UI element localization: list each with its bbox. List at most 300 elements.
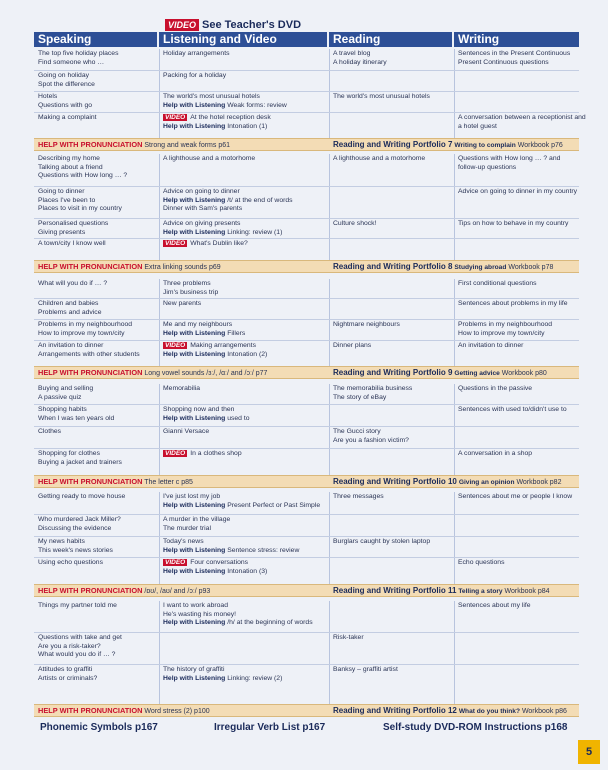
line-text: Intonation (1) bbox=[227, 122, 268, 130]
line-text: /t/ at the end of words bbox=[227, 196, 293, 204]
line-text: Questions with take and get bbox=[38, 634, 122, 641]
line-text: When I was ten years old bbox=[38, 414, 115, 422]
cell-line bbox=[458, 321, 579, 330]
cell-line bbox=[38, 114, 159, 123]
line-text: Jim's business trip bbox=[163, 288, 219, 296]
cell-line bbox=[333, 666, 454, 675]
listening-cell bbox=[159, 114, 329, 131]
pronunciation-text: Long vowel sounds /ɜː/, /ɑː/ and /ɔː/ p77 bbox=[144, 370, 268, 377]
cell-line bbox=[38, 342, 159, 351]
line-text: A lighthouse and a motorhome bbox=[333, 155, 426, 162]
listening-cell bbox=[159, 342, 329, 359]
pronunciation-label: HELP WITH PRONUNCIATION bbox=[38, 368, 143, 377]
line-text: The memorabilia business bbox=[333, 385, 413, 392]
writing-cell bbox=[454, 50, 579, 67]
column-headers bbox=[34, 32, 579, 47]
cell-line bbox=[333, 385, 454, 394]
cell-line bbox=[38, 197, 159, 206]
cell-line bbox=[458, 342, 579, 351]
listening-cell bbox=[159, 428, 329, 437]
help-with-listening-label: Help with Listening bbox=[163, 501, 226, 509]
cell-line bbox=[163, 220, 329, 229]
row-divider bbox=[34, 536, 579, 537]
line-text: Linking: review (2) bbox=[227, 674, 283, 682]
line-text: Fillers bbox=[227, 329, 246, 337]
pronunciation-band bbox=[34, 366, 579, 379]
line-text: A lighthouse and a motorhome bbox=[163, 155, 256, 162]
video-note-text: See Teacher's DVD bbox=[202, 19, 302, 31]
help-with-listening-label: Help with Listening bbox=[163, 196, 226, 204]
cell-line bbox=[163, 300, 329, 309]
row-divider bbox=[34, 632, 579, 633]
cell-line bbox=[163, 155, 329, 164]
row-divider bbox=[34, 557, 579, 558]
cell-line bbox=[163, 406, 329, 415]
listening-cell bbox=[159, 406, 329, 423]
line-text: A travel blog bbox=[333, 50, 371, 57]
cell-line bbox=[163, 602, 329, 611]
cell-line bbox=[163, 50, 329, 59]
cell-line bbox=[333, 394, 454, 403]
listening-cell bbox=[159, 666, 329, 683]
video-badge: VIDEO bbox=[165, 114, 186, 121]
cell-line bbox=[38, 229, 159, 238]
workbook-ref: Workbook p84 bbox=[504, 588, 550, 595]
cell-line bbox=[163, 666, 329, 675]
speaking-cell bbox=[34, 538, 159, 555]
listening-cell bbox=[159, 516, 329, 533]
writing-cell bbox=[454, 321, 579, 338]
cell-line bbox=[38, 651, 159, 660]
speaking-cell bbox=[34, 155, 159, 181]
cell-line bbox=[333, 342, 454, 351]
writing-cell bbox=[454, 155, 579, 172]
line-text: Shopping now and then bbox=[163, 406, 235, 413]
help-with-listening-label: Help with Listening bbox=[163, 546, 226, 554]
speaking-cell bbox=[34, 300, 159, 317]
reading-cell bbox=[329, 538, 454, 547]
cell-line bbox=[38, 172, 159, 181]
writing-cell bbox=[454, 300, 579, 309]
speaking-cell bbox=[34, 493, 159, 502]
pronunciation-label: HELP WITH PRONUNCIATION bbox=[38, 477, 143, 486]
pronunciation-label: HELP WITH PRONUNCIATION bbox=[38, 140, 143, 149]
cell-line bbox=[38, 538, 159, 547]
column-divider bbox=[329, 154, 330, 260]
line-text: A murder in the village bbox=[163, 516, 231, 523]
speaking-cell bbox=[34, 385, 159, 402]
pronunciation-text: Extra linking sounds p69 bbox=[144, 264, 221, 271]
help-with-listening-label: Help with Listening bbox=[163, 619, 226, 627]
speaking-cell bbox=[34, 450, 159, 467]
video-badge: VIDEO bbox=[165, 450, 186, 457]
cell-line bbox=[333, 220, 454, 229]
workbook-ref: Workbook p86 bbox=[521, 708, 567, 715]
line-text: I've just lost my job bbox=[163, 493, 221, 500]
line-text: Sentence stress: review bbox=[227, 546, 300, 554]
reading-cell bbox=[329, 428, 454, 445]
line-text: Going to dinner bbox=[38, 188, 85, 195]
cell-line bbox=[163, 123, 329, 132]
reading-cell bbox=[329, 666, 454, 675]
footer-dvd-rom[interactable]: Self-study DVD-ROM Instructions p168 bbox=[383, 722, 568, 733]
line-text: I want to work abroad bbox=[163, 602, 228, 609]
cell-line bbox=[38, 351, 159, 360]
cell-line bbox=[163, 197, 329, 206]
cell-line bbox=[38, 516, 159, 525]
writing-cell bbox=[454, 493, 579, 502]
row-divider bbox=[34, 340, 579, 341]
cell-line bbox=[38, 155, 159, 164]
line-text: Weak forms: review bbox=[227, 101, 287, 109]
cell-line bbox=[38, 559, 159, 568]
row-divider bbox=[34, 664, 579, 665]
cell-line bbox=[163, 114, 329, 123]
line-text: A conversation in a shop bbox=[458, 450, 533, 457]
speaking-cell bbox=[34, 321, 159, 338]
cell-line bbox=[38, 321, 159, 330]
row-divider bbox=[34, 404, 579, 405]
line-text: Sentences about my life bbox=[458, 602, 531, 609]
line-text: The story of eBay bbox=[333, 393, 387, 401]
cell-line bbox=[458, 114, 586, 123]
cell-line bbox=[38, 385, 159, 394]
cell-line bbox=[38, 547, 159, 556]
cell-line bbox=[163, 330, 329, 339]
row-divider bbox=[34, 298, 579, 299]
line-text: Memorabilia bbox=[163, 385, 201, 392]
speaking-cell bbox=[34, 220, 159, 237]
line-text: Places to visit in my country bbox=[38, 205, 122, 213]
speaking-cell bbox=[34, 50, 159, 67]
cell-line bbox=[163, 559, 329, 568]
line-text: The history of graffiti bbox=[163, 666, 225, 673]
line-text: Advice on going to dinner in my country bbox=[458, 188, 578, 195]
line-text: How to improve my town/city bbox=[38, 329, 125, 337]
line-text: Intonation (3) bbox=[227, 567, 268, 575]
portfolio-topic: Telling a story bbox=[458, 588, 503, 595]
video-badge: VIDEO bbox=[165, 342, 186, 349]
line-text: At the hotel reception desk bbox=[190, 114, 271, 121]
footer-phonemic[interactable]: Phonemic Symbols p167 bbox=[40, 722, 158, 733]
speaking-cell bbox=[34, 602, 159, 611]
speaking-cell bbox=[34, 428, 159, 437]
cell-line bbox=[163, 516, 329, 525]
cell-line bbox=[333, 538, 454, 547]
pronunciation-text: The letter c p85 bbox=[144, 479, 193, 486]
page-number: 5 bbox=[578, 740, 600, 764]
portfolio-title: Reading and Writing Portfolio 10 bbox=[333, 477, 457, 486]
line-text: Shopping habits bbox=[38, 406, 87, 413]
video-badge: VIDEO bbox=[165, 559, 186, 566]
line-text: The top five holiday places bbox=[38, 50, 119, 57]
line-text: What will you do if … ? bbox=[38, 280, 108, 287]
line-text: Culture shock! bbox=[333, 220, 377, 227]
cell-line bbox=[163, 428, 329, 437]
line-text: Packing for a holiday bbox=[163, 72, 227, 79]
cell-line bbox=[458, 602, 579, 611]
column-divider bbox=[454, 492, 455, 584]
line-text: Problems in my neighbourhood bbox=[458, 321, 553, 328]
workbook-ref: Workbook p76 bbox=[517, 142, 563, 149]
cell-line bbox=[333, 437, 454, 446]
pronunciation-section bbox=[38, 140, 230, 149]
listening-cell bbox=[159, 450, 329, 459]
cell-line bbox=[163, 342, 329, 351]
portfolio-title: Reading and Writing Portfolio 8 bbox=[333, 262, 453, 271]
cell-line bbox=[163, 321, 329, 330]
line-text: Personalised questions bbox=[38, 220, 109, 227]
portfolio-title: Reading and Writing Portfolio 9 bbox=[333, 368, 453, 377]
line-text: Things my partner told me bbox=[38, 602, 117, 609]
row-divider bbox=[34, 91, 579, 92]
line-text: Tips on how to behave in my country bbox=[458, 220, 569, 227]
cell-line bbox=[163, 493, 329, 502]
speaking-cell bbox=[34, 666, 159, 683]
line-text: Sentences with used to/didn't use to bbox=[458, 406, 567, 413]
writing-cell bbox=[454, 385, 579, 394]
header-reading: Reading bbox=[329, 32, 454, 47]
cell-line bbox=[38, 666, 159, 675]
line-text: A town/city I know well bbox=[38, 240, 106, 247]
line-text: In a clothes shop bbox=[190, 450, 242, 457]
line-text: An invitation to dinner bbox=[458, 342, 524, 349]
cell-line bbox=[38, 459, 159, 468]
cell-line bbox=[163, 538, 329, 547]
cell-line bbox=[38, 309, 159, 318]
cell-line bbox=[38, 72, 159, 81]
cell-line bbox=[458, 50, 579, 59]
line-text: Advice on giving presents bbox=[163, 220, 241, 227]
line-text: Children and babies bbox=[38, 300, 99, 307]
cell-line bbox=[458, 493, 579, 502]
line-text: Echo questions bbox=[458, 559, 505, 566]
line-text: Making arrangements bbox=[190, 342, 256, 349]
cell-line bbox=[333, 155, 454, 164]
line-text: Hotels bbox=[38, 93, 58, 100]
portfolio-topic: Studying abroad bbox=[454, 264, 507, 271]
portfolio-section bbox=[333, 262, 553, 271]
line-text: Going on holiday bbox=[38, 72, 90, 79]
cell-line bbox=[163, 93, 329, 102]
writing-cell bbox=[454, 188, 579, 197]
speaking-cell bbox=[34, 240, 159, 249]
pronunciation-text: Strong and weak forms p61 bbox=[144, 142, 230, 149]
listening-cell bbox=[159, 93, 329, 110]
cell-line bbox=[458, 59, 579, 68]
workbook-ref: Workbook p80 bbox=[501, 370, 547, 377]
line-text: Find someone who … bbox=[38, 58, 105, 66]
line-text: Who murdered Jack Miller? bbox=[38, 516, 121, 523]
cell-line bbox=[458, 220, 579, 229]
help-with-listening-label: Help with Listening bbox=[163, 122, 226, 130]
reading-cell bbox=[329, 93, 454, 102]
line-text: First conditional questions bbox=[458, 280, 537, 287]
portfolio-title: Reading and Writing Portfolio 7 bbox=[333, 140, 453, 149]
reading-cell bbox=[329, 634, 454, 643]
cell-line bbox=[333, 321, 454, 330]
help-with-listening-label: Help with Listening bbox=[163, 329, 226, 337]
workbook-ref: Workbook p78 bbox=[508, 264, 554, 271]
line-text: Present Continuous questions bbox=[458, 58, 549, 66]
workbook-ref: Workbook p82 bbox=[516, 479, 562, 486]
writing-cell bbox=[454, 114, 586, 131]
line-text: Intonation (2) bbox=[227, 350, 268, 358]
cell-line bbox=[333, 634, 454, 643]
line-text: Describing my home bbox=[38, 155, 100, 162]
row-divider bbox=[34, 112, 579, 113]
listening-cell bbox=[159, 321, 329, 338]
pronunciation-text: /ɒʊ/, /aʊ/ and /ɔː/ p93 bbox=[144, 588, 211, 595]
line-text: Gianni Versace bbox=[163, 428, 210, 435]
pronunciation-band bbox=[34, 475, 579, 488]
line-text: Questions with How long … ? bbox=[38, 172, 128, 180]
cell-line bbox=[38, 675, 159, 684]
help-with-listening-label: Help with Listening bbox=[163, 101, 226, 109]
portfolio-topic: Giving an opinion bbox=[458, 479, 515, 486]
cell-line bbox=[38, 525, 159, 534]
line-text: Dinner with Sam's parents bbox=[163, 205, 243, 213]
listening-cell bbox=[159, 50, 329, 59]
line-text: Sentences in the Present Continuous bbox=[458, 50, 571, 57]
portfolio-section bbox=[333, 368, 547, 377]
cell-line bbox=[163, 72, 329, 81]
line-text: Are you a risk-taker? bbox=[38, 642, 101, 650]
line-text: /h/ at the beginning of words bbox=[227, 619, 313, 627]
line-text: Are you a fashion victim? bbox=[333, 436, 409, 444]
cell-line bbox=[163, 619, 329, 628]
cell-line bbox=[38, 415, 159, 424]
cell-line bbox=[163, 102, 329, 111]
line-text: Today's news bbox=[163, 538, 204, 545]
reading-cell bbox=[329, 493, 454, 502]
cell-line bbox=[458, 559, 579, 568]
help-with-listening-label: Help with Listening bbox=[163, 228, 226, 236]
cell-line bbox=[458, 280, 579, 289]
footer-irregular-verbs[interactable]: Irregular Verb List p167 bbox=[214, 722, 326, 733]
line-text: Three messages bbox=[333, 493, 384, 500]
cell-line bbox=[163, 240, 329, 249]
help-with-listening-label: Help with Listening bbox=[163, 567, 226, 575]
writing-cell bbox=[454, 342, 579, 351]
cell-line bbox=[163, 611, 329, 620]
line-text: Sentences about me or people I know bbox=[458, 493, 573, 500]
line-text: Talking about a friend bbox=[38, 163, 103, 171]
cell-line bbox=[458, 155, 579, 164]
line-text: The Gucci story bbox=[333, 428, 381, 435]
row-divider bbox=[34, 186, 579, 187]
cell-line bbox=[38, 280, 159, 289]
cell-line bbox=[38, 406, 159, 415]
speaking-cell bbox=[34, 114, 159, 123]
line-text: Dinner plans bbox=[333, 342, 372, 349]
listening-cell bbox=[159, 559, 329, 576]
reading-cell bbox=[329, 50, 454, 67]
speaking-cell bbox=[34, 342, 159, 359]
speaking-cell bbox=[34, 72, 159, 89]
portfolio-section bbox=[333, 706, 567, 715]
line-text: Holiday arrangements bbox=[163, 50, 230, 57]
column-divider bbox=[329, 601, 330, 704]
cell-line bbox=[163, 450, 329, 459]
line-text: Buying and selling bbox=[38, 385, 94, 392]
writing-cell bbox=[454, 559, 579, 568]
line-text: Burglars caught by stolen laptop bbox=[333, 538, 431, 545]
line-text: Questions with How long … ? and bbox=[458, 155, 561, 162]
cell-line bbox=[38, 602, 159, 611]
listening-cell bbox=[159, 300, 329, 309]
line-text: a hotel guest bbox=[458, 122, 497, 130]
pronunciation-band bbox=[34, 584, 579, 597]
cell-line bbox=[38, 50, 159, 59]
line-text: Discussing the evidence bbox=[38, 524, 112, 532]
speaking-cell bbox=[34, 516, 159, 533]
line-text: follow-up questions bbox=[458, 163, 517, 171]
portfolio-topic: Getting advice bbox=[454, 370, 500, 377]
writing-cell bbox=[454, 280, 579, 289]
pronunciation-label: HELP WITH PRONUNCIATION bbox=[38, 706, 143, 715]
writing-cell bbox=[454, 406, 579, 415]
cell-line bbox=[458, 450, 579, 459]
row-divider bbox=[34, 238, 579, 239]
cell-line bbox=[163, 502, 329, 511]
portfolio-title: Reading and Writing Portfolio 11 bbox=[333, 586, 457, 595]
speaking-cell bbox=[34, 93, 159, 110]
cell-line bbox=[458, 188, 579, 197]
cell-line bbox=[163, 385, 329, 394]
pronunciation-section bbox=[38, 586, 210, 595]
cell-line bbox=[38, 164, 159, 173]
line-text: Using echo questions bbox=[38, 559, 103, 566]
listening-cell bbox=[159, 280, 329, 297]
cell-line bbox=[38, 102, 159, 111]
pronunciation-band bbox=[34, 704, 579, 717]
portfolio-topic: Writing to complain bbox=[454, 142, 516, 149]
line-text: Risk-taker bbox=[333, 634, 364, 641]
writing-cell bbox=[454, 602, 579, 611]
line-text: Sentences about problems in my life bbox=[458, 300, 568, 307]
line-text: Questions with go bbox=[38, 101, 93, 109]
cell-line bbox=[38, 643, 159, 652]
column-divider bbox=[454, 384, 455, 475]
row-divider bbox=[34, 426, 579, 427]
line-text: A holiday itinerary bbox=[333, 58, 387, 66]
cell-line bbox=[38, 205, 159, 214]
listening-cell bbox=[159, 72, 329, 81]
cell-line bbox=[38, 450, 159, 459]
line-text: Linking: review (1) bbox=[227, 228, 283, 236]
line-text: The murder trial bbox=[163, 524, 211, 532]
pronunciation-band bbox=[34, 260, 579, 273]
listening-cell bbox=[159, 240, 329, 249]
line-text: What would you do if … ? bbox=[38, 651, 116, 659]
listening-cell bbox=[159, 155, 329, 164]
pronunciation-section bbox=[38, 477, 193, 486]
line-text: Three problems bbox=[163, 280, 211, 287]
line-text: What's Dublin like? bbox=[190, 240, 248, 247]
row-divider bbox=[34, 218, 579, 219]
cell-line bbox=[38, 93, 159, 102]
line-text: Shopping for clothes bbox=[38, 450, 100, 457]
portfolio-topic: What do you think? bbox=[458, 708, 520, 715]
line-text: Artists or criminals? bbox=[38, 674, 98, 682]
reading-cell bbox=[329, 155, 454, 164]
cell-line bbox=[38, 220, 159, 229]
pronunciation-section bbox=[38, 706, 210, 715]
line-text: Problems in my neighbourhood bbox=[38, 321, 133, 328]
line-text: An invitation to dinner bbox=[38, 342, 104, 349]
row-divider bbox=[34, 448, 579, 449]
